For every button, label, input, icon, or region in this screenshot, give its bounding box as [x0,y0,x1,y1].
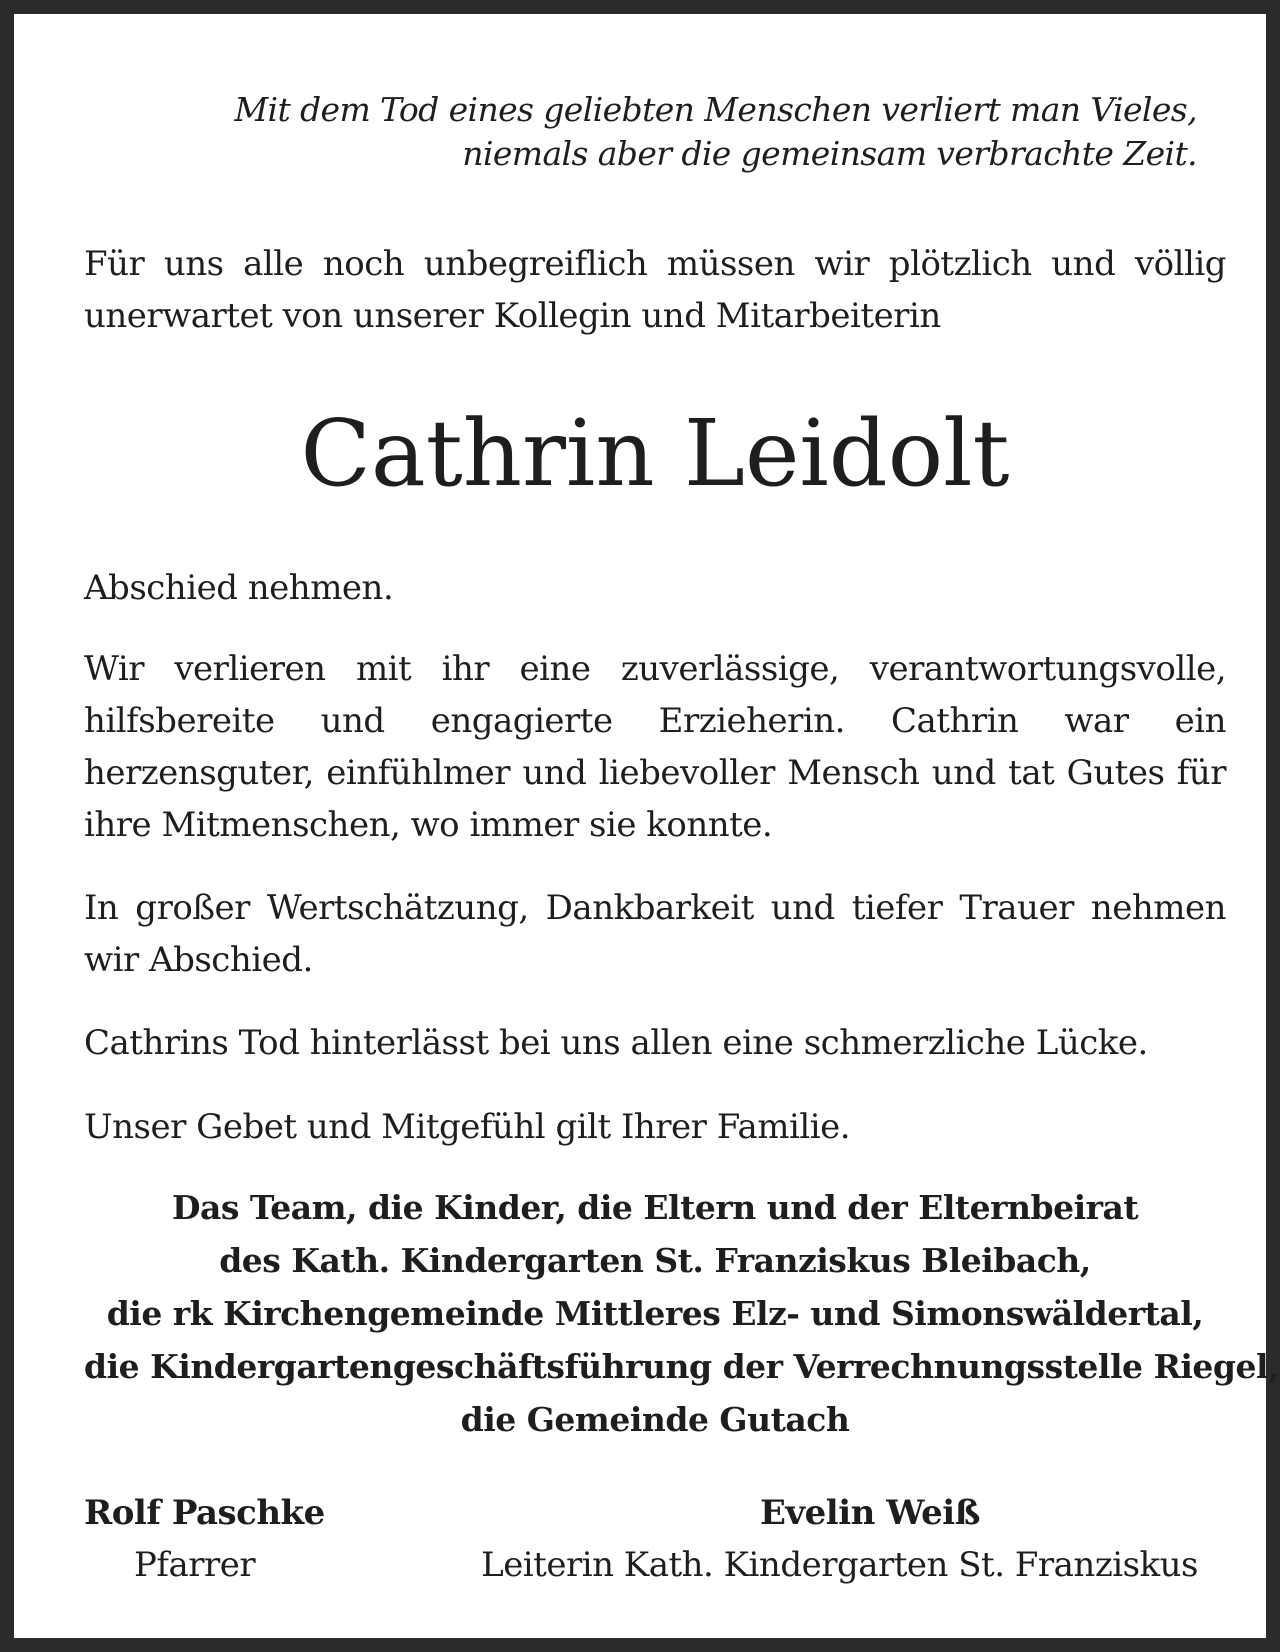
sender-line: die Kindergartengeschäftsführung der Verrechnungsstelle Riegel, [84,1347,1280,1386]
motto-quote [197,88,1197,176]
signature-left-name: Rolf Paschke [84,1493,325,1533]
paragraph-prayer: Unser Gebet und Mitgefühl gilt Ihrer Familie. [84,1107,851,1147]
sender-line: die Gemeinde Gutach [460,1400,850,1439]
paragraph-appreciation: In großer Wertschätzung, Dankbarkeit und tiefer Trauer nehmen wir Abschied. [84,888,1226,980]
intro-text: Für uns alle noch unbegreiflich müssen wir plötzlich und völlig unerwartet von unserer Kollegin und Mitarbeiterin [84,244,1226,336]
sender-line: die rk Kirchengemeinde Mittleres Elz- und Simonswäldertal, [106,1294,1204,1333]
signature-right-name: Evelin Weiß [760,1493,980,1533]
motto-line-2: niemals aber die gemeinsam verbrachte Zeit. [462,134,1197,173]
paragraph-loss: Cathrins Tod hinterlässt bei uns allen eine schmerzliche Lücke. [84,1023,1148,1063]
paragraph-tribute: Wir verlieren mit ihr eine zuverlässige, verantwortungsvolle, hilfsbereite und engagierte Erzieherin. Cathrin war ein herzensguter, einfühlmer und liebevoller Mensch und tat Gutes für ihre Mitmenschen, wo immer sie konnte. [84,649,1226,845]
motto-line-1: Mit dem Tod eines geliebten Menschen verliert man Vieles, [234,90,1197,129]
signature-left-role: Pfarrer [134,1545,256,1585]
senders-block [84,1181,1280,1446]
deceased-name: Cathrin Leidolt [300,400,1010,507]
paragraph-farewell: Abschied nehmen. [84,568,394,608]
signature-right-role: Leiterin Kath. Kindergarten St. Franziskus [481,1545,1198,1585]
sender-line: des Kath. Kindergarten St. Franziskus Bleibach, [219,1241,1091,1280]
sender-line: Das Team, die Kinder, die Eltern und der Elternbeirat [171,1188,1139,1227]
